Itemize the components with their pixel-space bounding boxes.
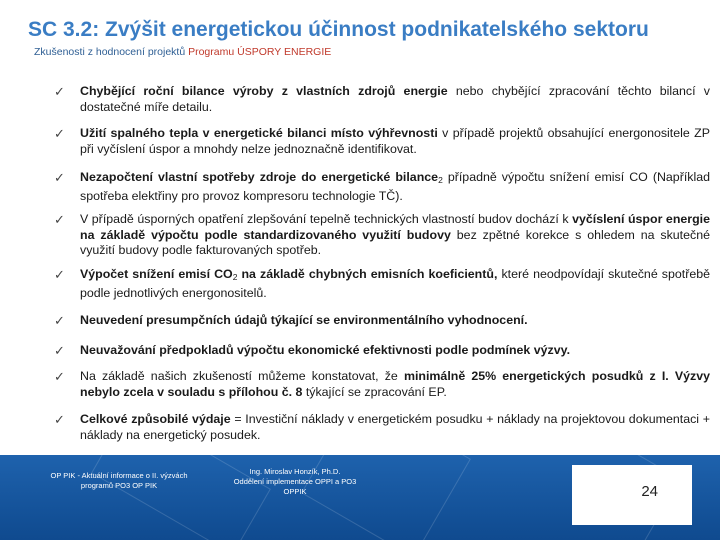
check-icon: ✓ — [54, 267, 65, 282]
item-text: (Například spotřeba elektřiny pro provoz kompresoru technologie TČ). — [80, 170, 711, 203]
item-text: případně výpočtu snížení emisí CO — [442, 170, 648, 184]
item-text: V případě úsporných opatření zlepšování tepelně technických vlastností budov dochází k — [80, 212, 573, 226]
footer-left-line2: programů PO3 OP PIK — [80, 481, 158, 490]
check-icon: ✓ — [54, 84, 65, 99]
item-subscript: 2 — [232, 272, 238, 282]
list-item — [54, 313, 710, 329]
list-item — [54, 267, 710, 301]
page-number-box — [572, 465, 692, 525]
list-item — [54, 343, 710, 359]
item-bold: minimálně 25% energetických posudků z I. Výzvy nebylo zcela v souladu s přílohou č. 8 — [80, 369, 710, 399]
item-text: které neodpovídají skutečné spotřebě podle jednotlivých energonositelů. — [80, 267, 710, 300]
slide-subtitle — [34, 46, 331, 58]
footer-mid-text — [210, 467, 380, 497]
page-number: 24 — [641, 483, 658, 500]
item-bold: Neuvedení presumpčních údajů týkající se environmentálního vyhodnocení. — [80, 313, 528, 327]
check-icon: ✓ — [54, 369, 65, 384]
item-bold: Neuvažování předpokladů výpočtu ekonomické efektivnosti podle podmínek výzvy. — [80, 343, 571, 357]
slide-title: SC 3.2: Zvýšit energetickou účinnost podnikatelského sektoru — [28, 18, 649, 41]
check-icon: ✓ — [54, 126, 65, 141]
item-text: bez zpětné korekce s ohledem na skutečné využití budovy podle fakturovaných spotřeb. — [80, 227, 710, 257]
list-item — [54, 369, 710, 400]
list-item — [54, 170, 710, 204]
list-item — [54, 212, 710, 259]
item-bold: Výpočet snížení emisí CO — [80, 267, 233, 281]
check-icon: ✓ — [54, 212, 65, 227]
item-subscript: 2 — [438, 175, 443, 185]
item-text: týkající se zpracování EP. — [302, 384, 447, 399]
footer-left-line1: OP PIK - Aktuální informace o II. výzvách — [50, 471, 188, 480]
item-bold: Chybějící roční bilance výroby z vlastních zdrojů energie — [80, 84, 448, 98]
check-icon: ✓ — [54, 313, 65, 328]
check-icon: ✓ — [54, 412, 65, 427]
item-bold: Nezapočtení vlastní spotřeby zdroje do energetické bilance — [80, 170, 439, 184]
item-text: v případě projektů obsahující energonositele ZP při vyčíslení úspor a mnohdy nelze jednoznačně identifikovat. — [80, 126, 710, 156]
item-bold: Užití spalného tepla v energetické bilanci místo výhřevnosti — [80, 126, 438, 140]
footer-mid-line2: Oddělení implementace OPPI a PO3 — [233, 477, 357, 486]
item-text: = Investiční náklady v energetickém posudku + náklady na projektovou dokumentaci + náklady na energetický posudek. — [80, 412, 710, 442]
item-text: nebo chybějící zpracování těchto bilancí v dostatečné míře detailu. — [80, 84, 710, 114]
item-bold: vyčíslení úspor energie na základě výpočtu podle standardizovaného využití budovy — [80, 212, 711, 242]
list-item — [54, 126, 710, 157]
list-item — [54, 412, 710, 443]
footer-bar — [0, 455, 720, 540]
check-icon: ✓ — [54, 170, 65, 185]
footer-mid-line3: OPPIK — [283, 487, 307, 496]
item-bold: na základě chybných emisních koeficientů, — [237, 267, 498, 281]
item-text: Na základě našich zkušeností můžeme konstatovat, že — [80, 369, 404, 383]
subtitle-part-b: Programu ÚSPORY ENERGIE — [188, 46, 332, 58]
item-bold: Celkové způsobilé výdaje — [80, 412, 231, 426]
footer-mid-line1: Ing. Miroslav Honzík, Ph.D. — [249, 467, 341, 476]
list-item — [54, 84, 710, 115]
footer-left-text — [24, 471, 214, 491]
check-icon: ✓ — [54, 343, 65, 358]
subtitle-part-a: Zkušenosti z hodnocení projektů — [34, 46, 189, 58]
